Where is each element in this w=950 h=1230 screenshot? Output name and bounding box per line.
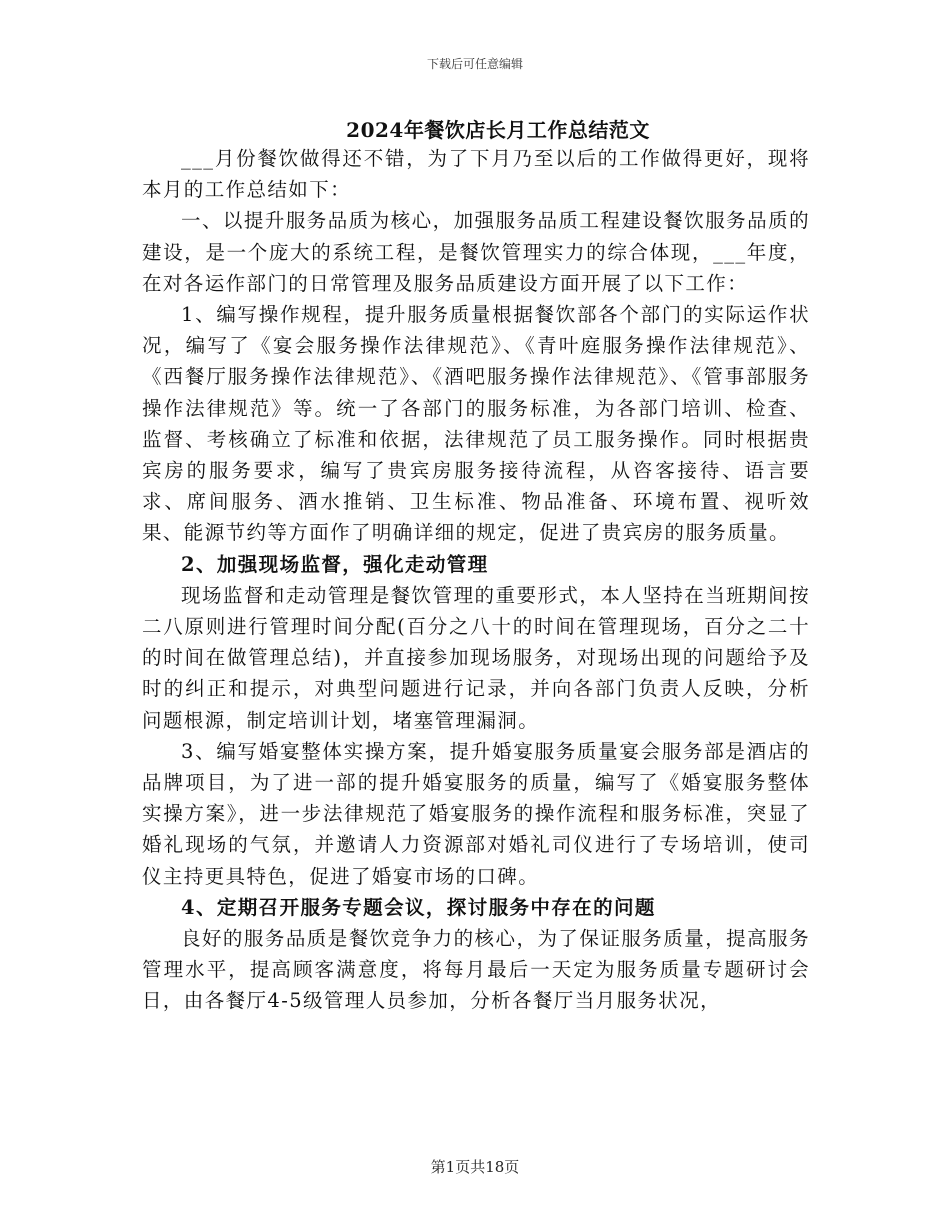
heading-item-2: 2、加强现场监督，强化走动管理: [181, 552, 489, 576]
heading-item-4: 4、定期召开服务专题会议，探讨服务中存在的问题: [181, 895, 656, 919]
paragraph-item-3: 3、编写婚宴整体实操方案，提升婚宴服务质量宴会服务部是酒店的品牌项目，为了进一部的提升婚宴服务的质量，编写了《婚宴服务整体实操方案》，进一步法律规范了婚宴服务的操作流程和服务标准，突显了婚礼现场的气氛，并邀请人力资源部对婚礼司仪进行了专场培训，使司仪主持更具特色，促进了婚宴市场的口碑。: [142, 739, 810, 888]
page-footer: 第1页共18页: [430, 1158, 520, 1176]
paragraph-item-2: 现场监督和走动管理是餐饮管理的重要形式，本人坚持在当班期间按二八原则进行管理时间分配(百分之八十的时间在管理现场，百分之二十的时间在做管理总结)，并直接参加现场服务，对现场出现的问题给予及时的纠正和提示，对典型问题进行记录，并向各部门负责人反映，分析问题根源，制定培训计划，堵塞管理漏洞。: [142, 583, 810, 732]
document-title: 2024年餐饮店长月工作总结范文: [346, 118, 650, 142]
header-note: 下载后可任意编辑: [426, 57, 523, 71]
paragraph-intro: ___月份餐饮做得还不错，为了下月乃至以后的工作做得更好，现将本月的工作总结如下：: [142, 147, 810, 202]
document-body: [142, 143, 810, 1017]
paragraph-section-1: 一、以提升服务品质为核心，加强服务品质工程建设餐饮服务品质的建设，是一个庞大的系统工程，是餐饮管理实力的综合体现，___年度，在对各运作部门的日常管理及服务品质建设方面开展了以下工作：: [142, 209, 810, 295]
paragraph-item-1: 1、编写操作规程，提升服务质量根据餐饮部各个部门的实际运作状况，编写了《宴会服务操作法律规范》、《青叶庭服务操作法律规范》、《西餐厅服务操作法律规范》、《酒吧服务操作法律规范》、《管事部服务操作法律规范》等。统一了各部门的服务标准，为各部门培训、检查、监督、考核确立了标准和依据，法律规范了员工服务操作。同时根据贵宾房的服务要求，编写了贵宾房服务接待流程，从咨客接待、语言要求、席间服务、酒水推销、卫生标准、物品准备、环境布置、视听效果、能源节约等方面作了明确详细的规定，促进了贵宾房的服务质量。: [142, 303, 810, 545]
paragraph-item-4: 良好的服务品质是餐饮竞争力的核心，为了保证服务质量，提高服务管理水平，提高顾客满意度，将每月最后一天定为服务质量专题研讨会日，由各餐厅4-5级管理人员参加，分析各餐厅当月服务状况，: [142, 927, 810, 1013]
